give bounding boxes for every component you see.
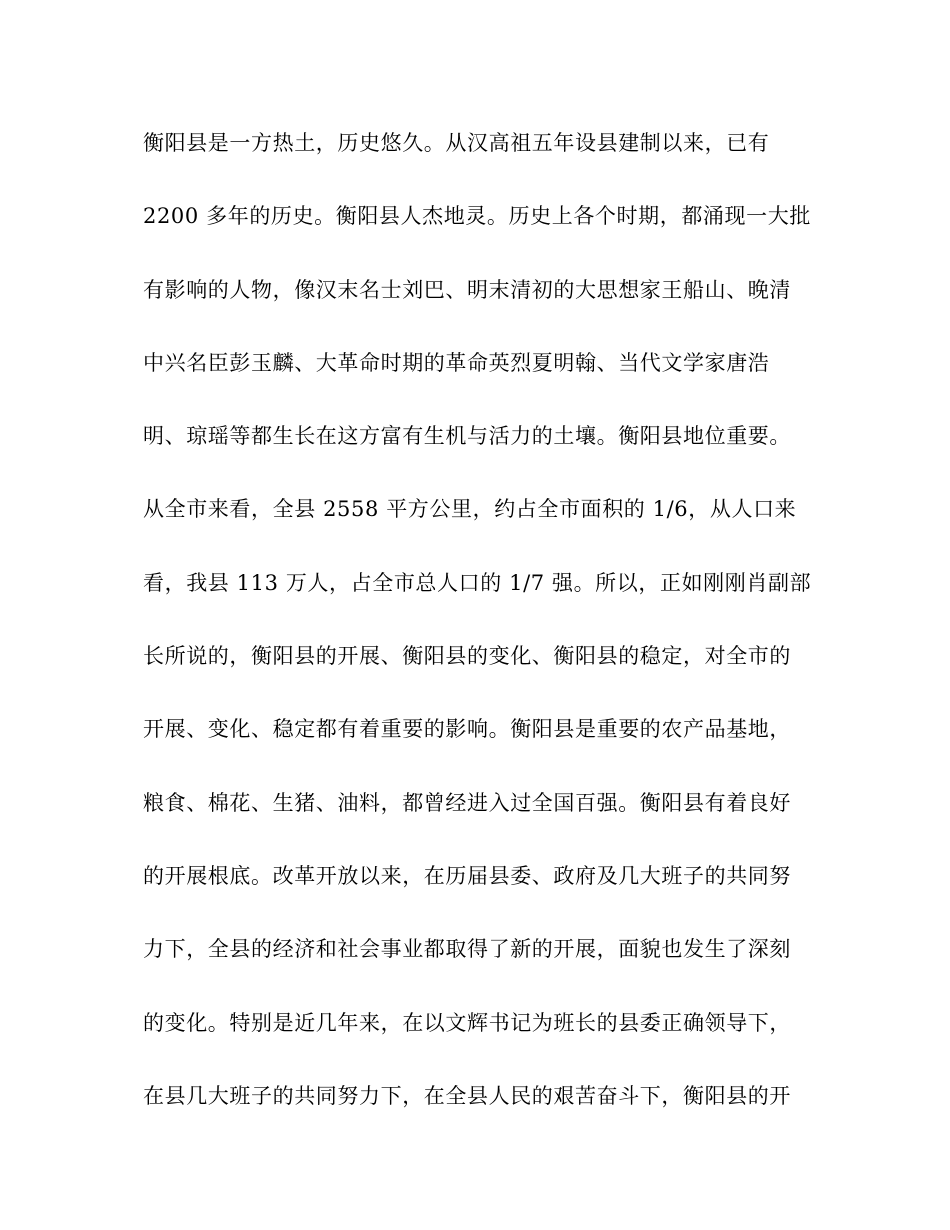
- text-line: 粮食、棉花、生猪、油料，都曾经进入过全国百强。衡阳县有着良好: [143, 790, 791, 815]
- text-line: 开展、变化、稳定都有着重要的影响。衡阳县是重要的农产品基地，: [143, 717, 791, 742]
- text-line: 的变化。特别是近几年来，在以文辉书记为班长的县委正确领导下，: [143, 1010, 791, 1035]
- text-line: 的开展根底。改革开放以来，在历届县委、政府及几大班子的共同努: [143, 863, 791, 888]
- text-line: 从全市来看，全县 2558 平方公里，约占全市面积的 1/6，从人口来: [143, 497, 797, 522]
- text-line: 看，我县 113 万人，占全市总人口的 1/7 强。所以，正如刚刚肖副部: [143, 570, 812, 595]
- text-line: 中兴名臣彭玉麟、大革命时期的革命英烈夏明翰、当代文学家唐浩: [143, 350, 770, 375]
- text-line: 长所说的，衡阳县的开展、衡阳县的变化、衡阳县的稳定，对全市的: [143, 644, 791, 669]
- text-line: 衡阳县是一方热土，历史悠久。从汉高祖五年设县建制以来，已有: [143, 131, 770, 155]
- text-line: 在县几大班子的共同努力下，在全县人民的艰苦奋斗下，衡阳县的开: [143, 1083, 791, 1108]
- text-line: 有影响的人物，像汉末名士刘巴、明末清初的大思想家王船山、晚清: [143, 277, 791, 302]
- text-line: 明、琼瑶等都生长在这方富有生机与活力的土壤。衡阳县地位重要。: [143, 424, 791, 449]
- text-line: 2200 多年的历史。衡阳县人杰地灵。历史上各个时期，都涌现一大批: [143, 204, 811, 229]
- text-line: 力下，全县的经济和社会事业都取得了新的开展，面貌也发生了深刻: [143, 937, 791, 962]
- body-paragraph: [143, 120, 823, 1146]
